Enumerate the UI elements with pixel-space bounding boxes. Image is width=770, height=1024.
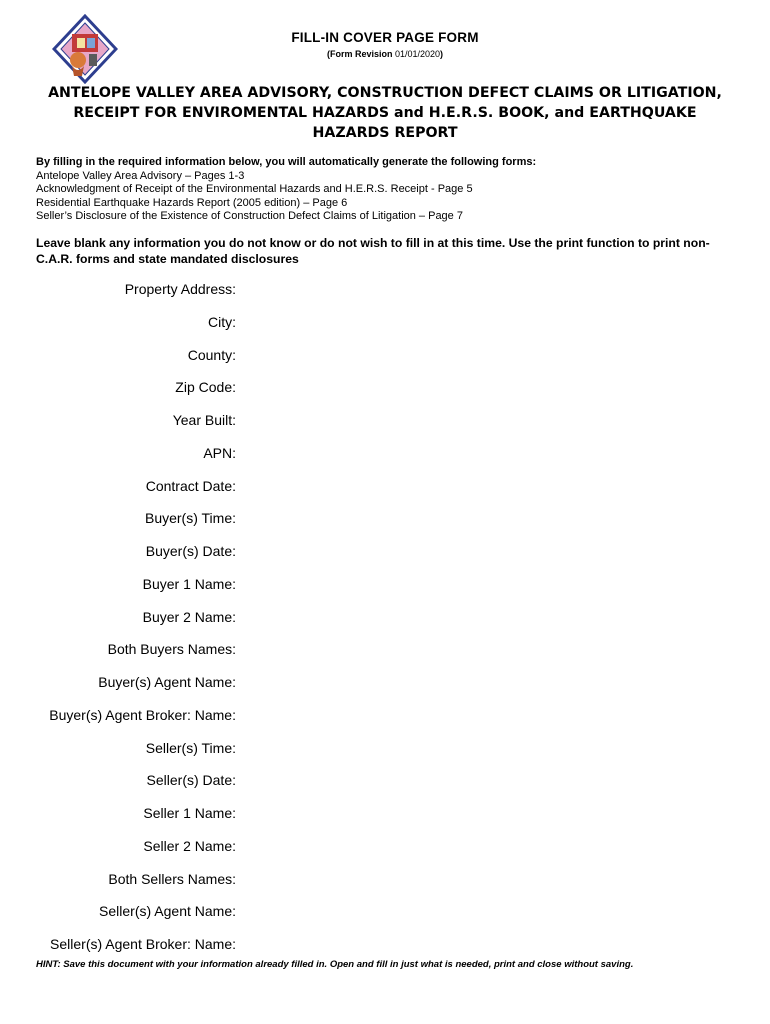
buyer-s-agent-broker-name-label: Buyer(s) Agent Broker: Name:: [49, 707, 236, 723]
seller-s-time-label: Seller(s) Time:: [145, 740, 236, 756]
both-buyers-names-label: Both Buyers Names:: [107, 641, 236, 657]
zip-code-field[interactable]: [244, 377, 728, 401]
revision-close: ): [440, 49, 444, 59]
seller-2-name-label: Seller 2 Name:: [143, 838, 236, 854]
seller-1-name-label: Seller 1 Name:: [143, 805, 236, 821]
document-title-line-2: RECEIPT FOR ENVIROMENTAL HAZARDS and H.E.R.S. BOOK, and EARTHQUAKE: [73, 105, 697, 121]
both-sellers-names-label: Both Sellers Names:: [108, 871, 236, 887]
generated-forms-intro: [36, 156, 536, 224]
seller-s-agent-name-label: Seller(s) Agent Name:: [99, 903, 236, 919]
instructions-text: Leave blank any information you do not know or do not wish to fill in at this time. Use the print function to print non-C.A.R. forms and state mandated disclosures: [36, 236, 710, 266]
buyer-s-agent-name-field[interactable]: [244, 672, 728, 696]
intro-heading: By filling in the required information below, you will automatically generate the following forms:: [36, 156, 537, 168]
city-field[interactable]: [244, 312, 728, 336]
seller-s-agent-broker-name-label: Seller(s) Agent Broker: Name:: [50, 936, 236, 952]
buyer-2-name-field[interactable]: [244, 607, 728, 631]
buyer-s-date-field[interactable]: [244, 541, 728, 565]
buyer-1-name-field[interactable]: [244, 574, 728, 598]
seller-s-date-label: Seller(s) Date:: [146, 772, 236, 788]
seller-s-time-field[interactable]: [244, 738, 728, 762]
generated-form-item: Acknowledgment of Receipt of the Environmental Hazards and H.E.R.S. Receipt - Page 5: [36, 183, 473, 196]
seller-2-name-field[interactable]: [244, 836, 728, 860]
apn-label: APN:: [203, 445, 236, 461]
both-buyers-names-field[interactable]: [244, 639, 728, 663]
buyer-s-time-label: Buyer(s) Time:: [144, 510, 236, 526]
hint-text: HINT: Save this document with your information already filled in. Open and fill in just what is needed, print and close without saving.: [36, 959, 634, 970]
county-field[interactable]: [244, 345, 728, 369]
buyer-s-time-field[interactable]: [244, 508, 728, 532]
seller-s-date-field[interactable]: [244, 770, 728, 794]
document-title-line-3: HAZARDS REPORT: [312, 125, 458, 141]
seller-s-agent-broker-name-field[interactable]: [244, 934, 728, 958]
county-label: County:: [187, 347, 236, 363]
buyer-s-agent-name-label: Buyer(s) Agent Name:: [98, 674, 236, 690]
property-address-field[interactable]: [244, 279, 728, 303]
revision-label: (Form Revision: [326, 49, 393, 59]
generated-form-item: Seller’s Disclosure of the Existence of Construction Defect Claims of Litigation – Page 7: [36, 210, 463, 223]
contract-date-label: Contract Date:: [145, 478, 236, 494]
city-label: City:: [208, 314, 236, 330]
both-sellers-names-field[interactable]: [244, 869, 728, 893]
generated-form-item: Antelope Valley Area Advisory – Pages 1-3: [36, 169, 245, 182]
generated-form-item: Residential Earthquake Hazards Report (2005 edition) – Page 6: [36, 196, 348, 209]
buyer-s-date-label: Buyer(s) Date:: [145, 543, 236, 559]
form-revision: [0, 49, 770, 59]
document-title: [20, 83, 750, 143]
contract-date-field[interactable]: [244, 476, 728, 500]
buyer-2-name-label: Buyer 2 Name:: [142, 609, 236, 625]
seller-1-name-field[interactable]: [244, 803, 728, 827]
buyer-s-agent-broker-name-field[interactable]: [244, 705, 728, 729]
year-built-field[interactable]: [244, 410, 728, 434]
form-title: FILL-IN COVER PAGE FORM: [291, 30, 479, 45]
apn-field[interactable]: [244, 443, 728, 467]
seller-s-agent-name-field[interactable]: [244, 901, 728, 925]
document-title-line-1: ANTELOPE VALLEY AREA ADVISORY, CONSTRUCTION DEFECT CLAIMS OR LITIGATION,: [48, 85, 722, 101]
revision-date: 01/01/2020: [392, 49, 441, 59]
buyer-1-name-label: Buyer 1 Name:: [142, 576, 236, 592]
zip-code-label: Zip Code:: [175, 379, 236, 395]
year-built-label: Year Built:: [172, 412, 236, 428]
property-address-label: Property Address:: [124, 281, 236, 297]
